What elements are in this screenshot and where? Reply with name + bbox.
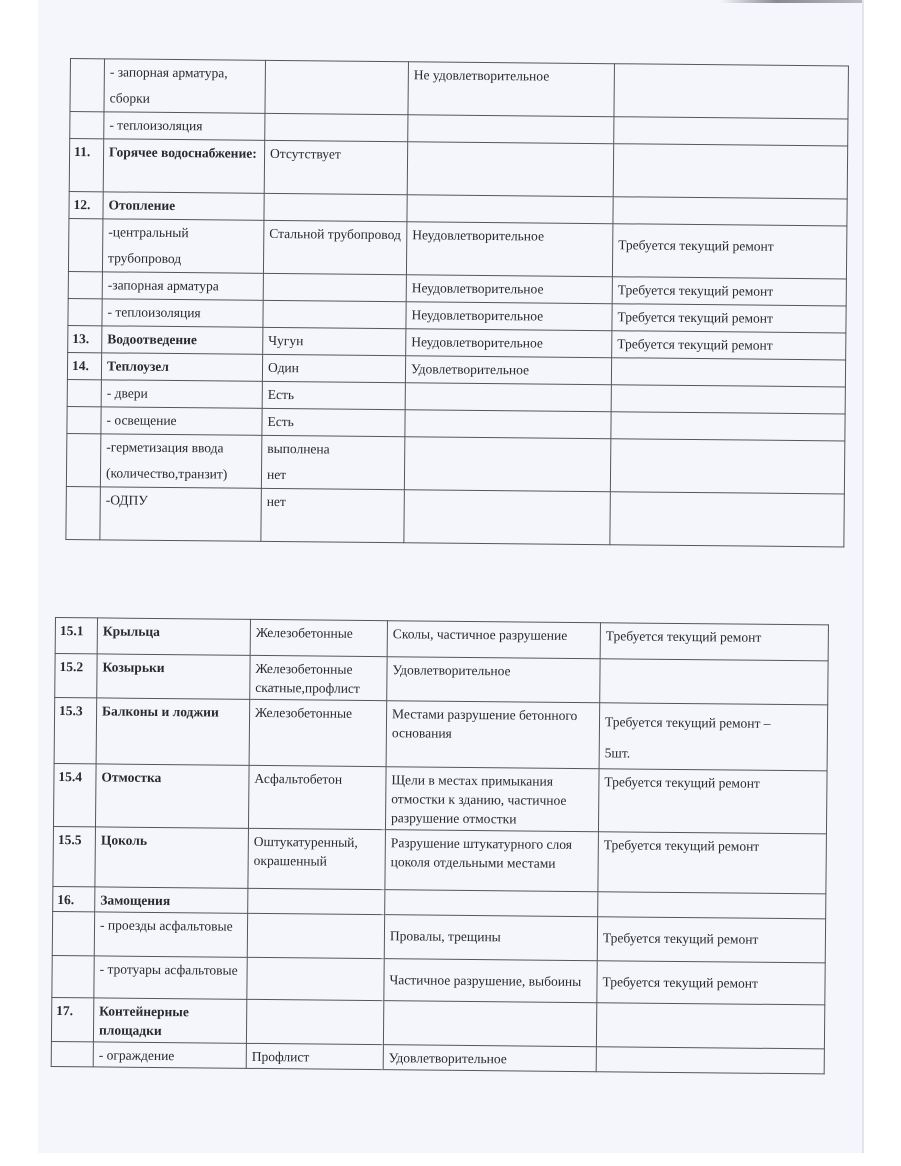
material-cell: Один <box>262 354 405 382</box>
section-title: Теплоузел <box>101 353 262 382</box>
material-cell <box>261 435 405 489</box>
condition-cell: Удовлетворительное <box>383 1045 596 1072</box>
recommendation-cell: Требуется текущий ремонт <box>598 832 827 894</box>
recommendation-cell <box>596 1003 824 1049</box>
row-number: 11. <box>69 139 104 192</box>
recommendation-cell <box>614 64 848 119</box>
material-cell <box>263 300 406 328</box>
inspection-table-utilities <box>65 58 849 547</box>
row-number: 13. <box>68 325 102 352</box>
element-name-line: -герметизация ввода <box>106 439 224 456</box>
recommendation-cell <box>596 1047 824 1074</box>
material-cell: Отсутствует <box>264 140 408 194</box>
table-row <box>66 433 844 493</box>
row-number <box>51 1041 93 1066</box>
section-title: Балконы и лоджии <box>96 698 250 765</box>
element-name: -центральный трубопровод <box>102 219 264 274</box>
recommendation-cell <box>610 439 844 494</box>
recommendation-cell <box>611 412 845 441</box>
row-number <box>68 271 102 298</box>
recommendation-cell: Требуется текущий ремонт <box>598 769 827 834</box>
condition-cell <box>405 410 611 439</box>
recommendation-cell: Требуется текущий ремонт <box>612 304 846 333</box>
row-number: 15.5 <box>53 826 96 886</box>
recommendation-cell <box>613 144 847 199</box>
condition-cell: Щели в местах примыкания отмостки к зданию, частичное разрушение отмостки <box>385 767 599 832</box>
condition-cell: Удовлетворительное <box>405 356 611 385</box>
material-cell <box>265 113 408 141</box>
row-number: 15.4 <box>53 763 96 826</box>
recommendation-text: Требуется текущий ремонт <box>602 930 759 947</box>
material-cell: Чугун <box>263 327 406 355</box>
element-name: -ОДПУ <box>100 487 262 542</box>
section-title: Горячее водоснабжение: <box>103 139 265 194</box>
element-name: - проезды асфальтовые <box>94 912 247 957</box>
row-number: 15.3 <box>54 698 97 764</box>
condition-cell: Местами разрушение бетонного основания <box>386 701 600 769</box>
section-title: Замощения <box>95 887 248 913</box>
recommendation-cell: Требуется текущий ремонт <box>612 331 846 360</box>
recommendation-cell: Требуется текущий ремонт <box>612 277 846 306</box>
condition-cell: Не удовлетворительное <box>408 62 614 117</box>
material-cell: Железобетонные скатные,профлист <box>250 655 387 700</box>
recommendation-quantity: 5шт. <box>604 745 631 761</box>
recommendation-cell <box>612 224 846 279</box>
material-cell <box>248 888 385 914</box>
recommendation-cell <box>598 892 826 919</box>
material-cell: Железобетонные <box>250 619 387 656</box>
row-number <box>66 486 101 539</box>
recommendation-cell <box>613 197 847 226</box>
element-name: - запорная арматура, сборки <box>104 59 266 114</box>
element-name: -запорная арматура <box>102 272 263 301</box>
element-name: - тротуары асфальтовые <box>94 956 247 999</box>
table-row <box>68 218 846 278</box>
condition-cell <box>405 383 611 412</box>
material-cell: Профлист <box>246 1043 383 1069</box>
condition-text: Провалы, трещины <box>389 928 501 945</box>
table-row <box>53 763 827 833</box>
element-name: - теплоизоляция <box>102 299 263 328</box>
section-title: Крыльца <box>97 618 250 655</box>
row-number: 17. <box>51 997 93 1041</box>
element-name: - теплоизоляция <box>104 112 265 141</box>
recommendation-cell: Требуется текущий ремонт <box>600 623 828 661</box>
section-title: Водоотведение <box>102 326 263 355</box>
row-number: 12. <box>69 191 103 218</box>
material-cell <box>246 999 383 1044</box>
material-cell: Асфальтобетон <box>248 765 386 829</box>
table-row <box>53 826 827 893</box>
row-number <box>67 379 101 406</box>
recommendation-text: Требуется текущий ремонт <box>618 237 774 254</box>
material-cell: Есть <box>262 408 405 436</box>
row-number: 15.2 <box>55 654 97 698</box>
material-cell <box>247 913 384 958</box>
row-number: 14. <box>67 352 101 379</box>
table-row <box>66 486 844 546</box>
condition-cell <box>385 890 598 917</box>
section-title: Контейнерные площадки <box>93 998 246 1043</box>
row-number <box>68 218 103 271</box>
condition-text: Частичное разрушение, выбоины <box>389 972 582 990</box>
condition-cell <box>407 142 613 197</box>
recommendation-cell <box>610 492 844 547</box>
row-number <box>52 955 94 997</box>
recommendation-cell <box>614 117 848 146</box>
material-cell: Есть <box>262 381 405 409</box>
recommendation-cell <box>597 961 825 1005</box>
recommendation-text: Требуется текущий ремонт – <box>604 714 771 731</box>
inspection-table-exterior <box>51 617 829 1074</box>
section-title: Отопление <box>103 192 264 221</box>
row-number <box>70 112 104 139</box>
row-number <box>66 433 101 486</box>
material-cell: Стальной трубопровод <box>263 220 407 274</box>
table-row <box>70 59 848 119</box>
material-cell: нет <box>261 488 405 542</box>
table-row <box>54 698 828 771</box>
condition-cell: Неудовлетворительное <box>406 275 612 304</box>
row-number <box>52 911 94 955</box>
table-row <box>52 955 825 1004</box>
page-edge-shadow <box>720 0 862 3</box>
recommendation-cell <box>597 917 825 963</box>
table-row <box>52 911 825 962</box>
condition-cell: Сколы, частичное разрушение <box>387 621 600 659</box>
condition-cell <box>407 195 613 224</box>
condition-cell: Неудовлетворительное <box>406 302 612 331</box>
material-line: выполнена <box>267 440 330 457</box>
material-cell <box>263 273 406 301</box>
condition-cell <box>383 1001 596 1047</box>
row-number <box>67 406 101 433</box>
condition-cell <box>404 437 610 492</box>
element-name: - освещение <box>101 407 262 436</box>
condition-cell <box>404 490 610 545</box>
table-row <box>51 997 824 1048</box>
recommendation-cell <box>600 659 828 705</box>
condition-cell: Разрушение штукатурного слоя цоколя отдельными местами <box>385 830 599 892</box>
element-name: - двери <box>101 380 262 409</box>
recommendation-cell <box>599 703 828 771</box>
section-title: Отмостка <box>95 764 249 828</box>
material-cell <box>264 193 407 221</box>
element-name <box>100 434 262 489</box>
material-cell <box>265 60 409 114</box>
element-name: - ограждение <box>93 1042 246 1068</box>
material-cell <box>247 957 384 1000</box>
row-number <box>68 298 102 325</box>
condition-cell <box>384 959 597 1003</box>
section-title: Цоколь <box>95 827 249 888</box>
table-row <box>55 654 828 705</box>
row-number: 16. <box>53 886 95 911</box>
row-number: 15.1 <box>55 618 97 654</box>
condition-cell: Неудовлетворительное <box>406 222 612 277</box>
condition-cell <box>384 915 597 961</box>
recommendation-text: Требуется текущий ремонт <box>602 974 759 991</box>
row-number <box>70 59 105 112</box>
condition-cell: Неудовлетворительное <box>406 329 612 358</box>
material-cell: Железобетонные <box>249 699 387 766</box>
recommendation-cell <box>611 385 845 414</box>
element-name-line: (количество,транзит) <box>105 465 228 482</box>
section-title: Козырьки <box>97 654 250 699</box>
condition-cell: Удовлетворительное <box>387 657 600 703</box>
table-row <box>69 139 847 199</box>
material-cell: Оштукатуренный, окрашенный <box>248 828 386 889</box>
recommendation-cell <box>611 358 845 387</box>
condition-cell <box>408 115 614 144</box>
material-line: нет <box>266 466 287 483</box>
